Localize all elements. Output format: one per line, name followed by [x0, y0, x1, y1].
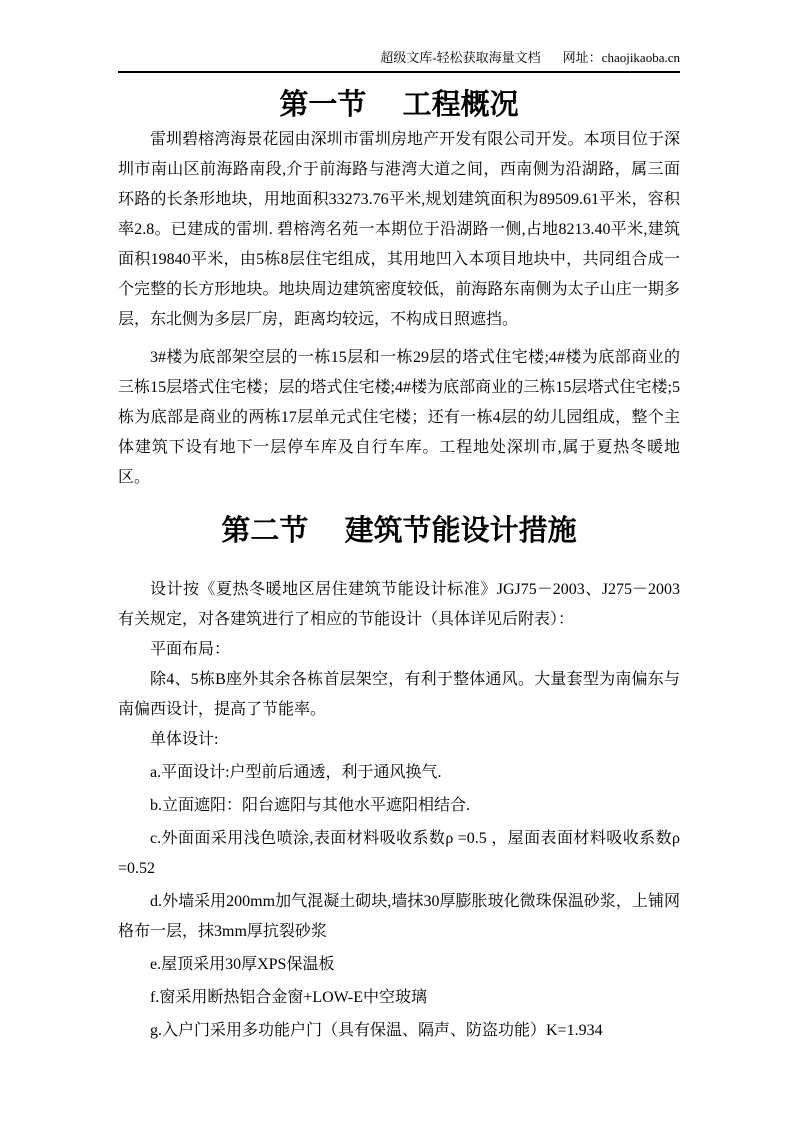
design-item-b: b.立面遮阳：阳台遮阳与其他水平遮阳相结合.	[150, 797, 471, 814]
page-header	[118, 0, 680, 73]
plan-layout-text: 除4、5栋B座外其余各栋首层架空，有利于整体通风。大量套型为南偏东与南偏西设计，提高了节能率。	[118, 671, 680, 718]
design-item-a: a.平面设计:户型前后通透，利于通风换气.	[150, 764, 442, 781]
design-item-g: g.入户门采用多功能户门（具有保温、隔声、防盗功能）K=1.934	[150, 1022, 603, 1039]
plan-layout-heading: 平面布局：	[150, 641, 231, 658]
unit-design-heading: 单体设计:	[150, 731, 219, 748]
design-item-d: d.外墙采用200mm加气混凝土砌块,墙抹30厚膨胀玻化微珠保温砂浆，上铺网格布一层，抹3mm厚抗裂砂浆	[118, 893, 680, 940]
design-item-e: e.屋顶采用30厚XPS保温板	[150, 956, 335, 973]
section2-intro: 设计按《夏热冬暖地区居住建筑节能设计标准》JGJ75－2003、J275－2003有关规定，对各建筑进行了相应的节能设计（具体详见后附表）：	[118, 581, 680, 628]
header-rule	[118, 49, 680, 73]
section1-paragraph-buildings: 3#楼为底部架空层的一栋15层和一栋29层的塔式住宅楼;4#楼为底部商业的三栋15层塔式住宅楼；层的塔式住宅楼;4#楼为底部商业的三栋15层塔式住宅楼;5栋为底部是商业的两栋17层单元式住宅楼；还有一栋4层的幼儿园组成，整个主体建筑下设有地下一层停车库及自行车库。工程地处深圳市,属于夏热冬暖地区。	[118, 349, 680, 486]
section2-title: 第二节 建筑节能设计措施	[221, 515, 577, 547]
site-slogan: 超级文库-轻松获取海量文档	[380, 50, 541, 65]
design-item-c: c.外面面采用浅色喷涂,表面材料吸收系数ρ =0.5 ，屋面表面材料吸收系数ρ =0.52	[118, 830, 680, 877]
section1-title: 第一节 工程概况	[279, 89, 519, 121]
section1-paragraph-overview: 雷圳碧榕湾海景花园由深圳市雷圳房地产开发有限公司开发。本项目位于深圳市南山区前海路南段,介于前海路与港湾大道之间，西南侧为沿湖路，属三面环路的长条形地块，用地面积33273.76平米,规划建筑面积为89509.61平米，容积率2.8。已建成的雷圳. 碧榕湾名苑一本期位于沿湖路一侧,占地8213.40平米,建筑面积19840平米，由5栋8层住宅组成，其用地凹入本项目地块中，共同组合成一个完整的长方形地块。地块周边建筑密度较低，前海路东南侧为太子山庄一期多层，东北侧为多层厂房，距离均较远，不构成日照遮挡。	[118, 131, 680, 328]
document-body	[118, 125, 680, 1046]
site-url: 网址：chaojikaoba.cn	[562, 50, 680, 65]
design-item-f: f.窗采用断热铝合金窗+LOW-E中空玻璃	[150, 989, 428, 1006]
